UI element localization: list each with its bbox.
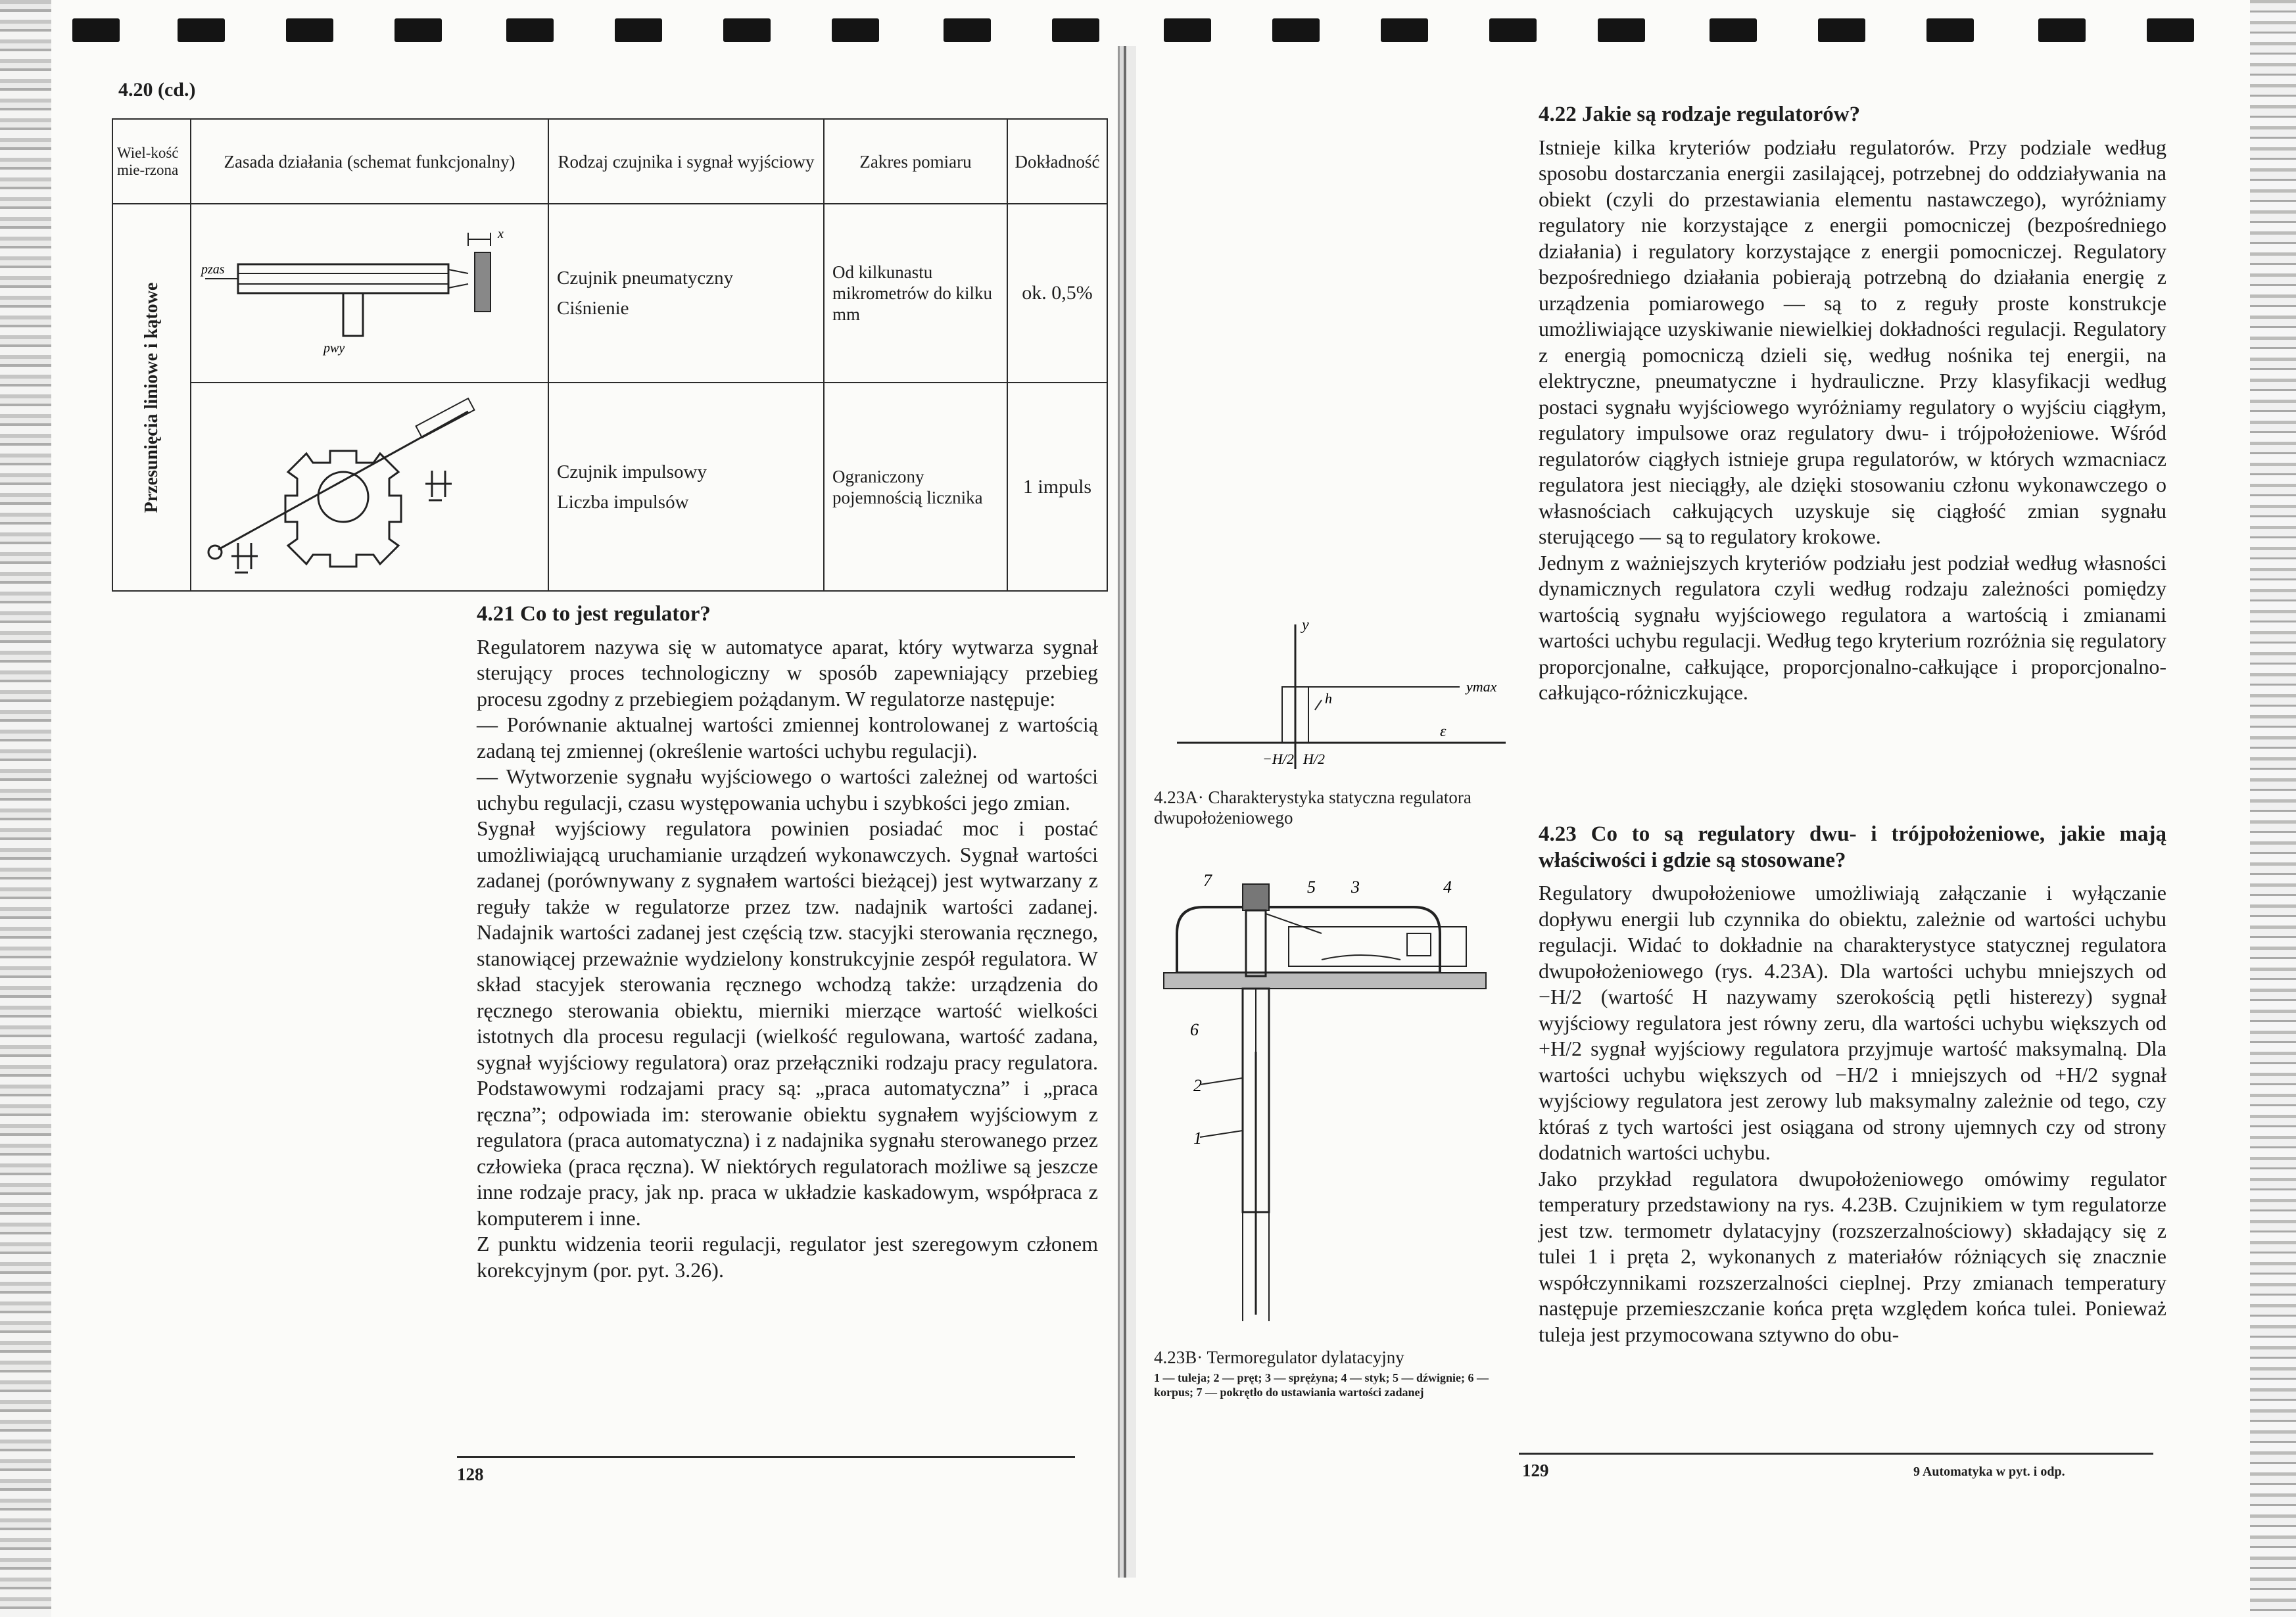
question-4-23 xyxy=(1539,822,2166,1348)
perforation-hole xyxy=(1818,18,1865,42)
page-footer-rule xyxy=(1519,1453,2153,1455)
perforation-hole xyxy=(1598,18,1645,42)
perforation-hole xyxy=(1926,18,1974,42)
diagram-label-x: x xyxy=(498,226,504,241)
figure-4-23a-static-characteristic xyxy=(1164,611,1532,782)
paragraph: Istnieje kilka kryteriów podziału regulatorów. Przy podziale według sposobu dostarczania energii zasilającej, potrzebnej do oddziaływania na obiekt (czyli do przestawiania elementu nastawczego), wyróżniamy regulatory nie korzystające z energii pomocniczej (bezpośredniego działania) i regulatory korzystające z energii pomocniczej. Regulatory bezpośredniego działania pobierają potrzebną do działania energię z urządzenia pomiarowego — są to z reguły proste konstrukcje umożliwiające uzyskiwanie niewielkiej dokładności regulacji. Regulatory z energią pomocniczą dzieli się, według nośnika tej energii, na elektryczne, pneumatyczne i hydrauliczne. Przy klasyfikacji według postaci sygnału wyjściowego wyróżniamy regulatory o wyjściu ciągłym, regulatory impulsowe oraz regulatory dwu- i trójpołożeniowe. Wśród regulatorów ciągłych istnieje grupa regulatorów, w których wzmacniacz regulatora jest nieciągły, ale dzięki stosowaniu członu wykonawczego o własnościach całkujących uzyskuje się ciągłość zmian sygnału sterującego — są to regulatory krokowe. xyxy=(1539,135,2166,548)
impulse-schematic-cell xyxy=(191,383,548,591)
part-number-4: 4 xyxy=(1443,878,1452,897)
scan-edge-right xyxy=(2250,0,2296,1617)
figure-4-23b-thermoregulator xyxy=(1157,868,1499,1341)
question-title: Co to są regulatory dwu- i trójpołożeniowe, jakie mają właściwości i gdzie są stosowane? xyxy=(1539,822,2166,872)
question-heading xyxy=(1539,822,2166,874)
footer-note: 9 Automatyka w pyt. i odp. xyxy=(1913,1465,2065,1479)
range-cell: Ograniczony pojemnością licznika xyxy=(824,383,1007,591)
book-gutter xyxy=(1118,46,1136,1578)
perforation-hole xyxy=(506,18,554,42)
paragraph: — Wytworzenie sygnału wyjściowego o wartości zależnej od wartości uchybu regulacji, czasu występowania uchybu i szybkości jego zmian. xyxy=(477,764,1098,814)
perforation-hole xyxy=(2038,18,2086,42)
sensor-type-cell xyxy=(548,383,824,591)
part-number-5: 5 xyxy=(1307,878,1316,897)
table-row xyxy=(112,383,1107,591)
perforation-hole xyxy=(286,18,333,42)
perforation-hole xyxy=(395,18,442,42)
perforation-hole xyxy=(832,18,879,42)
perforation-hole xyxy=(1489,18,1537,42)
part-number-3: 3 xyxy=(1351,878,1360,897)
paragraph: Jako przykład regulatora dwupołożeniowego omówimy regulator temperatury przedstawiony na rys. 4.23B. Czujnikiem w tym regulatorze jest tzw. termometr dylatacyjny (rozszerzalnościowy) składający się z tulei 1 i pręta 2, wykonanych z materiałów różniących się znacznie współczynnikami rozszerzalności cieplnej. Przy zmianach temperatury następuje przemieszczanie końca pręta względem końca tulei. Ponieważ tuleja jest przymocowana sztywno do obu- xyxy=(1539,1166,2166,1346)
paragraph: — Porównanie aktualnej wartości zmiennej kontrolowanej z wartością zadaną tej zmiennej (określenie wartości uchybu regulacji). xyxy=(477,713,1098,762)
diagram-label-pzas: pzas xyxy=(201,262,225,277)
sensor-name: Czujnik impulsowy xyxy=(557,461,707,482)
sensor-name: Czujnik pneumatyczny xyxy=(557,268,734,289)
plus-h2-label: H/2 xyxy=(1303,751,1325,767)
perforation-hole xyxy=(1272,18,1320,42)
col-header-quantity: Wiel-kość mie-rzona xyxy=(112,119,191,204)
diagram-label-pwy: pwy xyxy=(323,340,345,356)
group-label: Przesunięcia liniowe i kątowe xyxy=(141,282,162,513)
perforation-hole xyxy=(1710,18,1757,42)
group-label-cell xyxy=(112,204,191,591)
part-number-1: 1 xyxy=(1193,1129,1202,1148)
figure-4-23b-legend: 1 — tuleja; 2 — pręt; 3 — sprężyna; 4 — styk; 5 — dźwignie; 6 — korpus; 7 — pokrętło do ustawiania wartości zadanej xyxy=(1154,1371,1489,1399)
perforation-hole xyxy=(615,18,662,42)
scan-edge-left xyxy=(0,0,51,1617)
page-number: 129 xyxy=(1522,1461,1549,1480)
accuracy-cell: ok. 0,5% xyxy=(1007,204,1107,383)
col-header-range: Zakres pomiaru xyxy=(824,119,1007,204)
question-title: Co to jest regulator? xyxy=(520,602,711,626)
accuracy-cell: 1 impuls xyxy=(1007,383,1107,591)
question-heading xyxy=(477,601,1098,628)
question-number: 4.21 xyxy=(477,602,515,626)
question-heading xyxy=(1539,102,2166,128)
paragraph: Regulatory dwupołożeniowe umożliwiają załączanie i wyłączanie dopływu energii lub czynnika do obiektu, zależnie od wartości uchybu regulacji. Widać to dokładnie na charakterystyce statycznej regulatora dwupołożeniowego (rys. 4.23A). Dla wartości uchybu mniejszych od −H/2 (wartość H nazywamy szerokością pętli histerezy) sygnał wyjściowy regulatora jest równy zeru, dla wartości uchybu większych od +H/2 sygnał wyjściowy regulatora przyjmuje wartość maksymalną. Dla wartości uchybu większych od −H/2 i mniejszych od +H/2 sygnał wyjściowy regulatora jest zerowy lub maksymalny zależnie od tego, czy któraś z tych wartości jest osiągana od strony ujemnych czy od strony dodatnich wartości uchybu. xyxy=(1539,881,2166,1164)
perforation-hole xyxy=(723,18,771,42)
ymax-label: ymax xyxy=(1466,678,1497,695)
table-header-row xyxy=(112,119,1107,204)
page-number: 128 xyxy=(457,1465,484,1484)
pneumatic-schematic-cell xyxy=(191,204,548,383)
perforation-hole xyxy=(1164,18,1211,42)
paragraph: Z punktu widzenia teorii regulacji, regulator jest szeregowym członem korekcyjnym (por. pyt. 3.26). xyxy=(477,1232,1098,1282)
paragraph: Jednym z ważniejszych kryteriów podziału jest podział według własności dynamicznych regulatora czyli według rodzaju zależności pomiędzy wartością sygnału wyjściowego regulatora a wartością i zmianami wartości uchybu regulacji. Według tego kryterium rozróżnia się regulatory proporcjonalne, całkujące, proporcjonalno-całkujące i proporcjonalno-całkująco-różniczkujące. xyxy=(1539,550,2166,704)
perforation-hole xyxy=(1381,18,1428,42)
figure-4-23b-caption: 4.23B· Termoregulator dylatacyjny xyxy=(1154,1348,1404,1367)
question-title: Jakie są rodzaje regulatorów? xyxy=(1582,103,1861,126)
range-cell: Od kilkunastu mikrometrów do kilku mm xyxy=(824,204,1007,383)
h-label: h xyxy=(1325,690,1332,707)
perforation-hole xyxy=(944,18,991,42)
paragraph: Regulatorem nazywa się w automatyce aparat, który wytwarza sygnał sterujący proces technologiczny w sposób zapewniający przebieg procesu zgodny z przebiegiem pożądanym. W regulatorze następuje: xyxy=(477,634,1098,711)
table-row xyxy=(112,204,1107,383)
perforation-hole xyxy=(178,18,225,42)
question-4-22 xyxy=(1539,102,2166,706)
epsilon-label: ε xyxy=(1440,723,1447,740)
sensor-signal: Liczba impulsów xyxy=(557,491,689,513)
sensor-table xyxy=(112,118,1108,592)
page-footer-rule xyxy=(457,1456,1075,1458)
minus-h2-label: −H/2 xyxy=(1262,751,1294,767)
paragraph: Sygnał wyjściowy regulatora powinien posiadać moc i postać umożliwiającą uruchamianie urządzeń wykonawczych. Sygnał wartości zadanej (porównywany z sygnałem wartości bieżącej) jest wytwarzany z reguły także w regulatorze przez tzw. nadajnik wartości zadanej. Nadajnik wartości zadanej jest częścią tzw. stacyjki sterowania ręcznego, stanowiącej przeważnie wydzielony konstrukcyjnie zespół regulatora. W skład stacyjek sterowania ręcznego wchodzą także: urządzenia do ręcznego sterowania obiektu, mierniki mierzące wartość wielkości istotnych dla procesu regulacji (wielkość regulowana, wartość zadana, sygnał wyjściowy regulatora) oraz przełączniki rodzaju pracy regulatora. Podstawowymi rodzajami pracy są: „praca automatyczna” i „praca ręczna”; odpowiada im: sterowanie obiektu sygnałem wyjściowym z regulatora (praca automatyczna) i z nadajnika sygnału sterowanego przez człowieka (praca ręczna). W niektórych regulatorach możliwe są jeszcze inne rodzaje pracy, jak np. praca w układzie kaskadowym, współpraca z komputerem i inne. xyxy=(477,816,1098,1230)
figure-4-23a-caption: 4.23A· Charakterystyka statyczna regulatora dwupołożeniowego xyxy=(1154,787,1471,828)
sensor-signal: Ciśnienie xyxy=(557,298,629,319)
perforation-hole xyxy=(72,18,120,42)
part-number-6: 6 xyxy=(1190,1020,1199,1039)
question-number: 4.23 xyxy=(1539,822,1577,846)
perforation-hole xyxy=(2147,18,2194,42)
question-number: 4.22 xyxy=(1539,103,1577,126)
question-4-21 xyxy=(477,601,1098,1283)
pneumatic-sensor-diagram xyxy=(192,213,540,371)
part-number-7: 7 xyxy=(1203,871,1212,890)
sensor-type-cell xyxy=(548,204,824,383)
y-axis-label: y xyxy=(1302,617,1309,634)
section-header: 4.20 (cd.) xyxy=(118,79,196,101)
impulse-sensor-diagram xyxy=(192,392,540,579)
perforation-hole xyxy=(1052,18,1099,42)
col-header-principle: Zasada działania (schemat funkcjonalny) xyxy=(191,119,548,204)
col-header-sensor-type: Rodzaj czujnika i sygnał wyjściowy xyxy=(548,119,824,204)
col-header-accuracy: Dokładność xyxy=(1007,119,1107,204)
part-number-2: 2 xyxy=(1193,1076,1202,1095)
